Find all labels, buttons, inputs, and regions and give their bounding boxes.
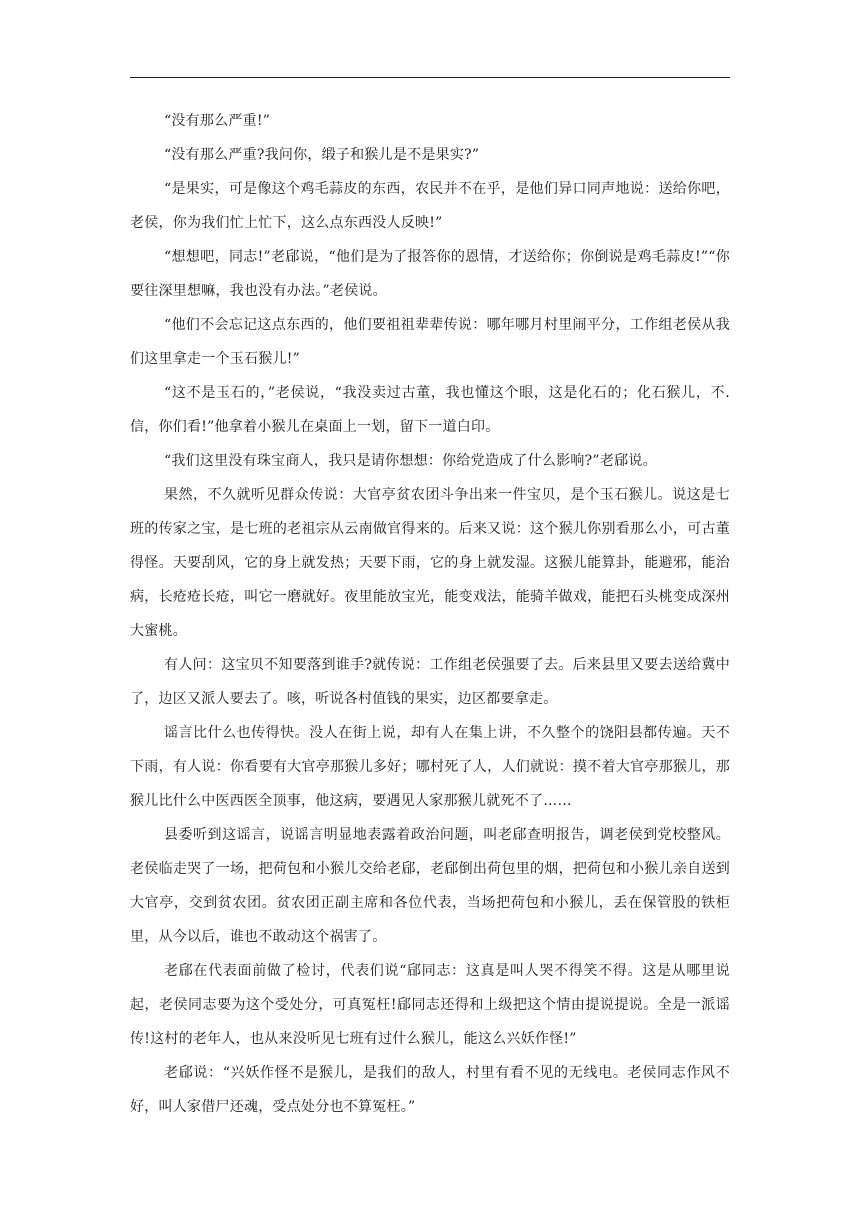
paragraph: “没有那么严重!” [164, 113, 271, 129]
paragraph: “没有那么严重?我问你，缎子和猴儿是不是果实?” [164, 147, 480, 163]
paragraph: 老郈说：“兴妖作怪不是猴儿，是我们的敌人，村里有看不见的无线电。老侯同志作风不好，叫人家借尸还魂，受点处分也不算冤枉。” [130, 1065, 730, 1115]
paragraph: “想想吧，同志!”老郈说，“他们是为了报答你的恩情，才送给你；你倒说是鸡毛蒜皮!”“你要往深里想嘛，我也没有办法。”老侯说。 [130, 249, 730, 299]
paragraph: “他们不会忘记这点东西的，他们要祖祖辈辈传说：哪年哪月村里闹平分，工作组老侯从我们这里拿走一个玉石猴儿!” [130, 317, 730, 367]
paragraph: 老郈在代表面前做了检讨，代表们说“郈同志：这真是叫人哭不得笑不得。这是从哪里说起，老侯同志要为这个受处分，可真冤枉!郈同志还得和上级把这个情由提说提说。全是一派谣传!这村的老年人，也从来没听见七班有过什么猴儿，能这么兴妖作怪!” [130, 963, 730, 1047]
paragraph: 有人问：这宝贝不知要落到谁手?就传说：工作组老侯强要了去。后来县里又要去送给冀中了，边区又派人要去了。咳，听说各村值钱的果实，边区都要拿走。 [130, 657, 730, 707]
paragraph: “我们这里没有珠宝商人，我只是请你想想：你给党造成了什么影响?”老郈说。 [164, 453, 657, 469]
header-rule [130, 77, 730, 78]
paragraph: “是果实，可是像这个鸡毛蒜皮的东西，农民并不在乎，是他们异口同声地说：送给你吧，老侯，你为我们忙上忙下，这么点东西没人反映!” [130, 181, 730, 231]
paragraph: “这不是玉石的，”老侯说，“我没卖过古董，我也懂这个眼，这是化石的；化石猴儿，不.信，你们看!”他拿着小猴儿在桌面上一划，留下一道白印。 [130, 385, 730, 435]
paragraph: 县委听到这谣言，说谣言明显地表露着政治问题，叫老郈查明报告，调老侯到党校整风。老侯临走哭了一场，把荷包和小猴儿交给老郈，老郈倒出荷包里的烟，把荷包和小猴儿亲自送到大官亭，交到贫农团。贫农团正副主席和各位代表，当场把荷包和小猴儿，丢在保管股的铁柜里，从今以后，谁也不敢动这个祸害了。 [130, 827, 730, 945]
paragraph: 谣言比什么也传得快。没人在街上说，却有人在集上讲，不久整个的饶阳县都传遍。天不下雨，有人说：你看要有大官亭那猴儿多好；哪村死了人，人们就说：摸不着大官亭那猴儿，那猴儿比什么中医西医全顶事，他这病，要遇见人家那猴儿就死不了…… [130, 725, 730, 809]
paragraph: 果然，不久就听见群众传说：大官亭贫农团斗争出来一件宝贝，是个玉石猴儿。说这是七班的传家之宝，是七班的老祖宗从云南做官得来的。后来又说：这个猴儿你别看那么小，可古董得怪。天要刮风，它的身上就发热；天要下雨，它的身上就发湿。这猴儿能算卦，能避邪，能治病，长疮疮长疮，叫它一磨就好。夜里能放宝光，能变戏法，能骑羊做戏，能把石头桃变成深州大蜜桃。 [130, 487, 730, 639]
document-body [130, 104, 730, 1124]
